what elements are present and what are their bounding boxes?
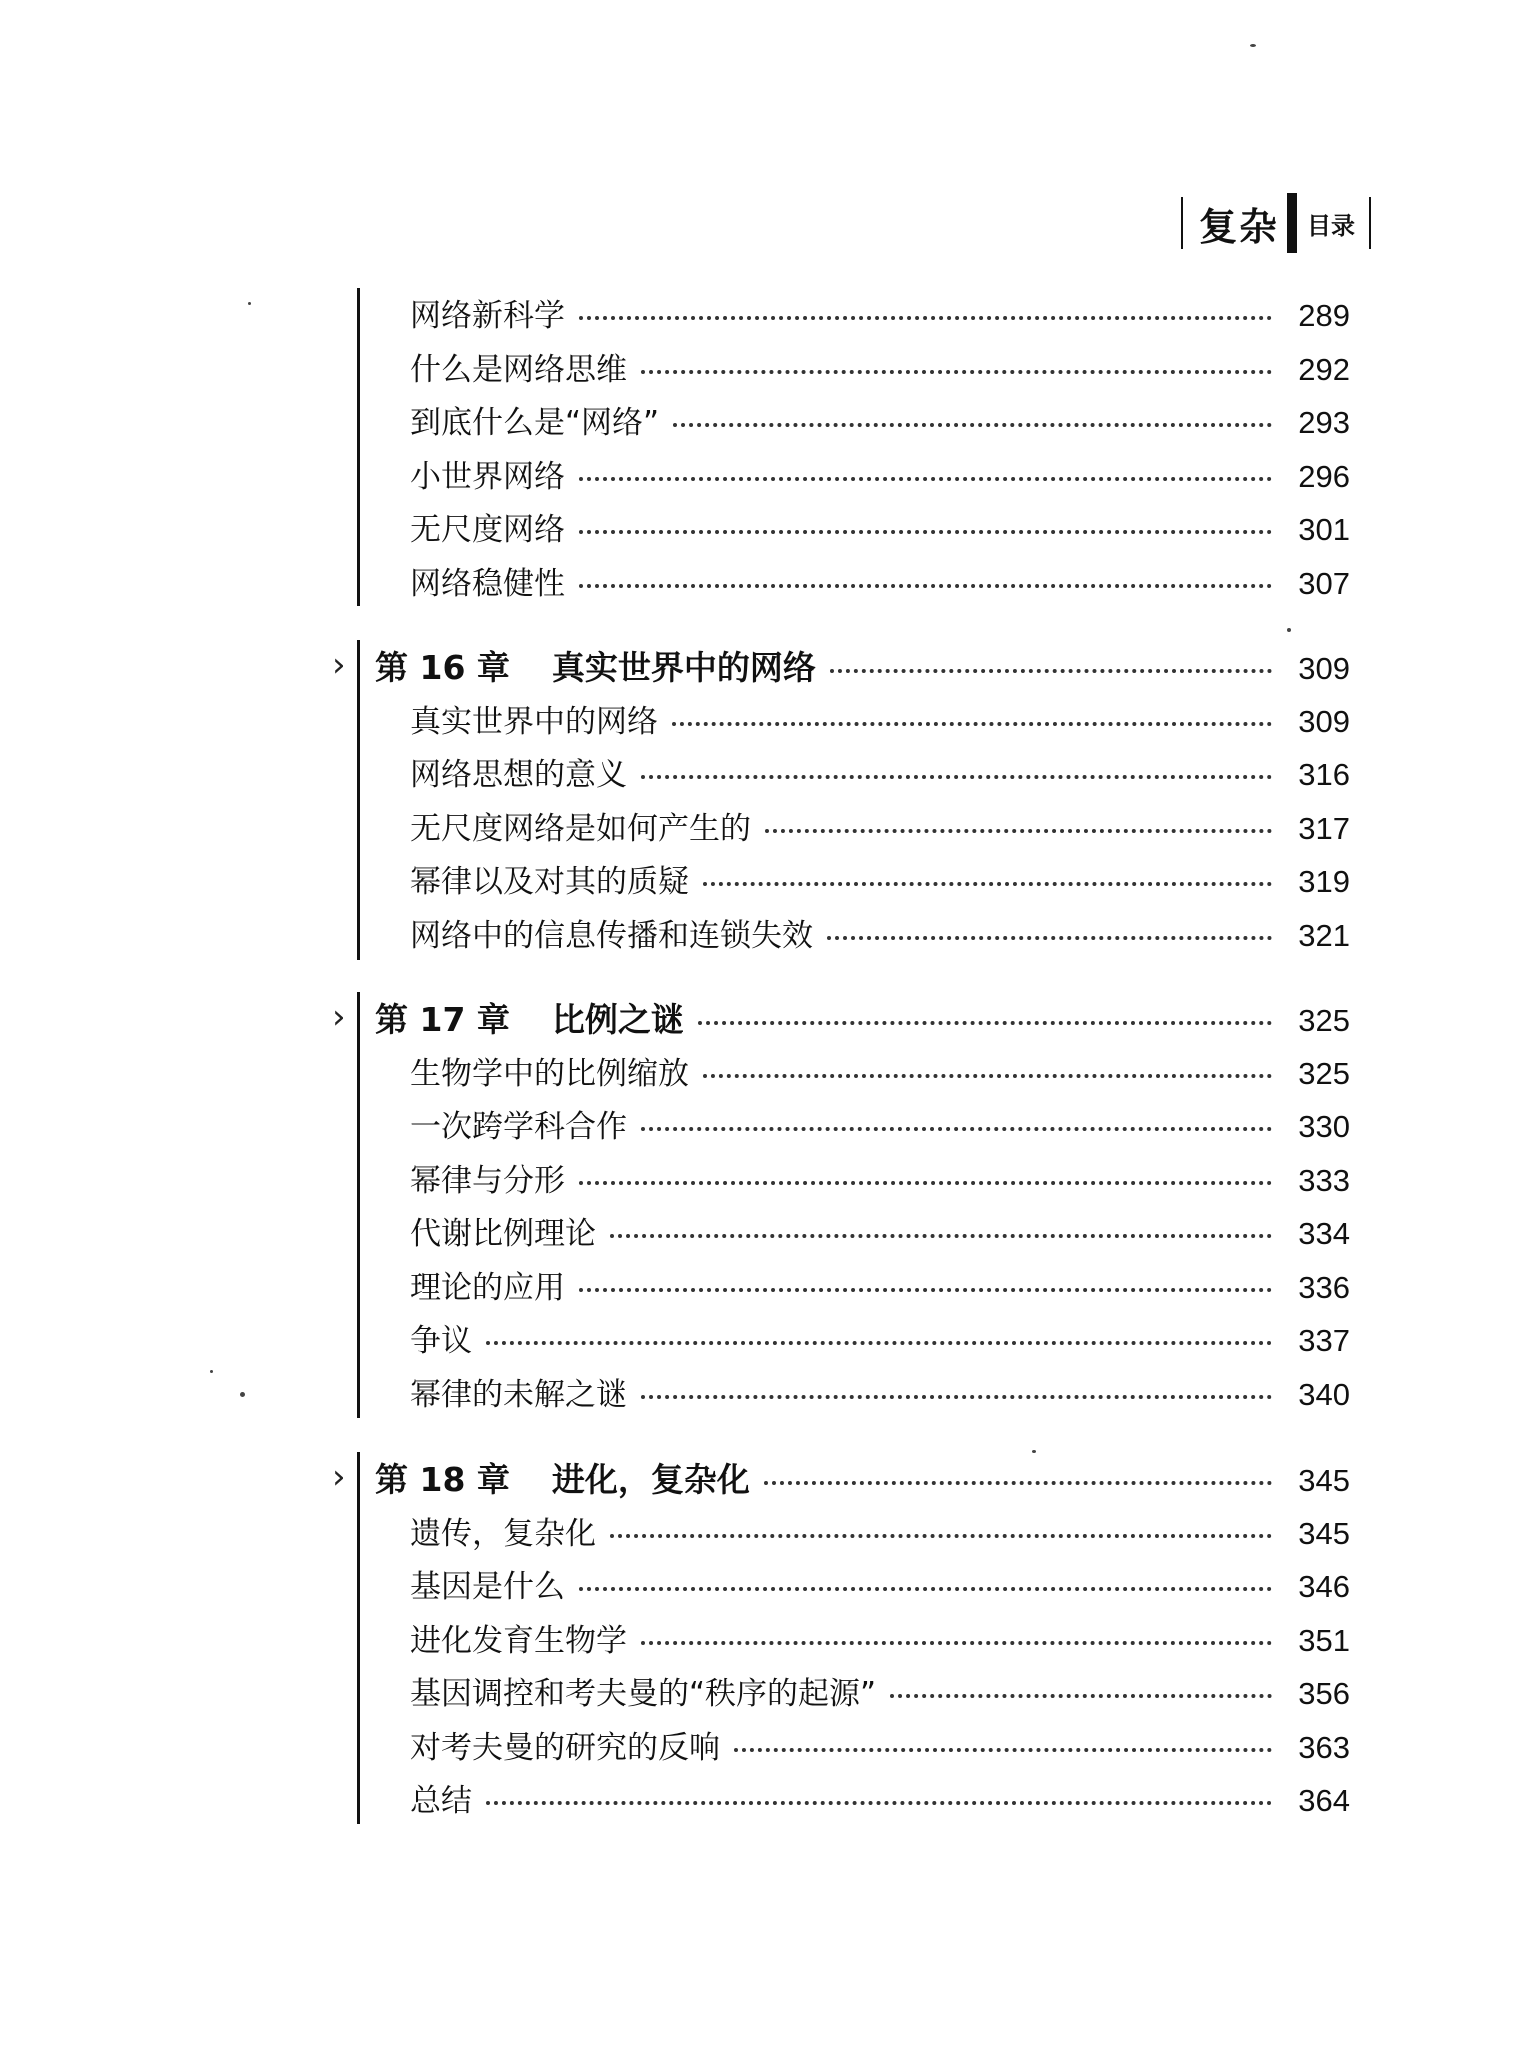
leader-dots [579,1286,1272,1292]
leader-dots [641,773,1272,779]
leader-dots [641,1639,1272,1645]
chapter-number: 第 17 章 [375,1000,510,1039]
leader-dots [579,1179,1272,1185]
entry-title: 遗传，复杂化 [410,1515,596,1552]
chapter-page: 309 [1298,651,1350,686]
leader-dots [579,528,1272,534]
leader-dots [610,1232,1272,1238]
entry-title: 生物学中的比例缩放 [410,1055,689,1092]
leader-dots [890,1692,1272,1698]
toc-entry[interactable] [340,558,1350,612]
leader-dots [641,368,1272,374]
entry-title: 无尺度网络 [410,512,565,548]
toc-entry[interactable] [340,1668,1350,1722]
entry-title: 幂律的未解之谜 [410,1376,627,1413]
leader-dots [734,1746,1272,1752]
toc-entry[interactable] [340,856,1350,910]
entry-title: 网络稳健性 [410,565,565,602]
entry-page: 319 [1298,864,1350,899]
entry-page: 346 [1298,1569,1350,1604]
chapter-heading-text [340,1454,750,1501]
leader-dots [579,582,1272,588]
chapter-heading[interactable] [340,642,1350,696]
toc-entry[interactable] [340,1775,1350,1829]
entry-title: 基因调控和考夫曼的“秩序的起源” [410,1676,877,1712]
leader-dots [641,1393,1272,1399]
entry-title: 小世界网络 [410,458,565,495]
chevron-right-icon: › [332,997,346,1037]
entry-title: 什么是网络思维 [410,351,627,388]
chapter-heading-text [340,994,684,1041]
toc-section [340,642,1350,963]
entry-page: 325 [1298,1055,1350,1091]
toc-entry[interactable] [340,749,1350,803]
leader-dots [703,1072,1272,1078]
entry-title: 进化发育生物学 [410,1622,627,1659]
toc-entry[interactable] [340,397,1350,451]
entry-title: 真实世界中的网络 [410,703,658,740]
entry-title: 代谢比例理论 [410,1216,596,1252]
entry-title: 基因是什么 [410,1569,565,1605]
toc-entry[interactable] [340,1369,1350,1423]
toc-section [340,994,1350,1422]
toc-entry[interactable] [340,1262,1350,1316]
entry-title: 争议 [410,1323,472,1359]
toc-entry[interactable] [340,1508,1350,1562]
entry-title: 幂律以及对其的质疑 [410,864,689,900]
entry-page: 363 [1298,1729,1350,1765]
toc-entry[interactable] [340,910,1350,964]
section-label: 目录 [1307,211,1355,240]
chapter-number: 第 18 章 [375,1460,510,1499]
scan-speck [240,1392,245,1397]
chapter-heading-text [340,642,816,689]
leader-dots [827,934,1272,940]
toc-entry[interactable] [340,1101,1350,1155]
entry-title: 幂律与分形 [410,1162,565,1199]
entry-page: 340 [1298,1376,1350,1412]
toc-entry[interactable] [340,344,1350,398]
chapter-title: 真实世界中的网络 [551,648,816,687]
chevron-right-icon: › [332,1457,346,1497]
entry-page: 292 [1298,351,1350,387]
leader-dots [673,421,1272,427]
chapter-number: 第 16 章 [375,648,510,687]
toc-entry[interactable] [340,1048,1350,1102]
running-header [1181,195,1371,251]
toc-entry[interactable] [340,504,1350,558]
header-rule-left [1181,197,1183,249]
toc-entry[interactable] [340,1155,1350,1209]
toc-entry[interactable] [340,1315,1350,1369]
toc-entry[interactable] [340,696,1350,750]
entry-page: 309 [1298,703,1350,739]
toc-entry[interactable] [340,1722,1350,1776]
entry-page: 293 [1298,405,1350,440]
toc-section [340,1454,1350,1829]
chapter-heading[interactable] [340,994,1350,1048]
entry-title: 总结 [410,1783,472,1819]
entry-page: 296 [1298,458,1350,494]
entry-page: 351 [1298,1622,1350,1658]
entry-page: 345 [1298,1515,1350,1551]
toc-entry[interactable] [340,290,1350,344]
entry-title: 无尺度网络是如何产生的 [410,810,751,847]
entry-page: 356 [1298,1676,1350,1711]
leader-dots [764,1479,1272,1485]
entry-title: 网络中的信息传播和连锁失效 [410,917,813,954]
entry-page: 330 [1298,1109,1350,1144]
leader-dots [765,827,1272,833]
toc-entry[interactable] [340,451,1350,505]
book-title: 复杂 [1198,204,1279,249]
entry-title: 对考夫曼的研究的反响 [410,1729,720,1766]
leader-dots [830,667,1272,673]
entry-page: 289 [1298,298,1350,333]
chapter-page: 345 [1298,1463,1350,1498]
leader-dots [703,880,1272,886]
scan-speck [248,302,251,305]
scan-speck [210,1370,213,1373]
entry-title: 一次跨学科合作 [410,1109,627,1145]
entry-page: 317 [1298,810,1350,846]
chevron-right-icon: › [332,645,346,685]
entry-title: 网络新科学 [410,298,565,334]
entry-page: 301 [1298,512,1350,547]
leader-dots [579,1585,1272,1591]
toc-entry[interactable] [340,803,1350,857]
entry-page: 321 [1298,917,1350,953]
chapter-title: 比例之谜 [551,1000,684,1039]
entry-page: 307 [1298,565,1350,601]
leader-dots [486,1339,1272,1345]
entry-title: 到底什么是“网络” [410,405,660,441]
toc-entry[interactable] [340,1208,1350,1262]
entry-page: 316 [1298,757,1350,792]
header-divider [1287,193,1297,253]
scan-speck [1287,628,1291,632]
toc-entry[interactable] [340,1561,1350,1615]
toc-section [340,290,1350,611]
leader-dots [641,1125,1272,1131]
entry-page: 337 [1298,1323,1350,1358]
toc-entry[interactable] [340,1615,1350,1669]
header-rule-right [1369,197,1371,249]
entry-page: 364 [1298,1783,1350,1818]
entry-title: 网络思想的意义 [410,757,627,793]
chapter-heading[interactable] [340,1454,1350,1508]
entry-page: 333 [1298,1162,1350,1198]
scan-speck [1250,44,1256,47]
chapter-title: 进化，复杂化 [551,1460,750,1499]
chapter-page: 325 [1298,1003,1350,1038]
leader-dots [486,1799,1272,1805]
leader-dots [610,1532,1272,1538]
leader-dots [672,720,1272,726]
scan-speck [1032,1450,1036,1453]
entry-page: 334 [1298,1216,1350,1251]
leader-dots [579,314,1272,320]
leader-dots [698,1019,1272,1025]
entry-title: 理论的应用 [410,1269,565,1306]
entry-page: 336 [1298,1269,1350,1305]
leader-dots [579,475,1272,481]
